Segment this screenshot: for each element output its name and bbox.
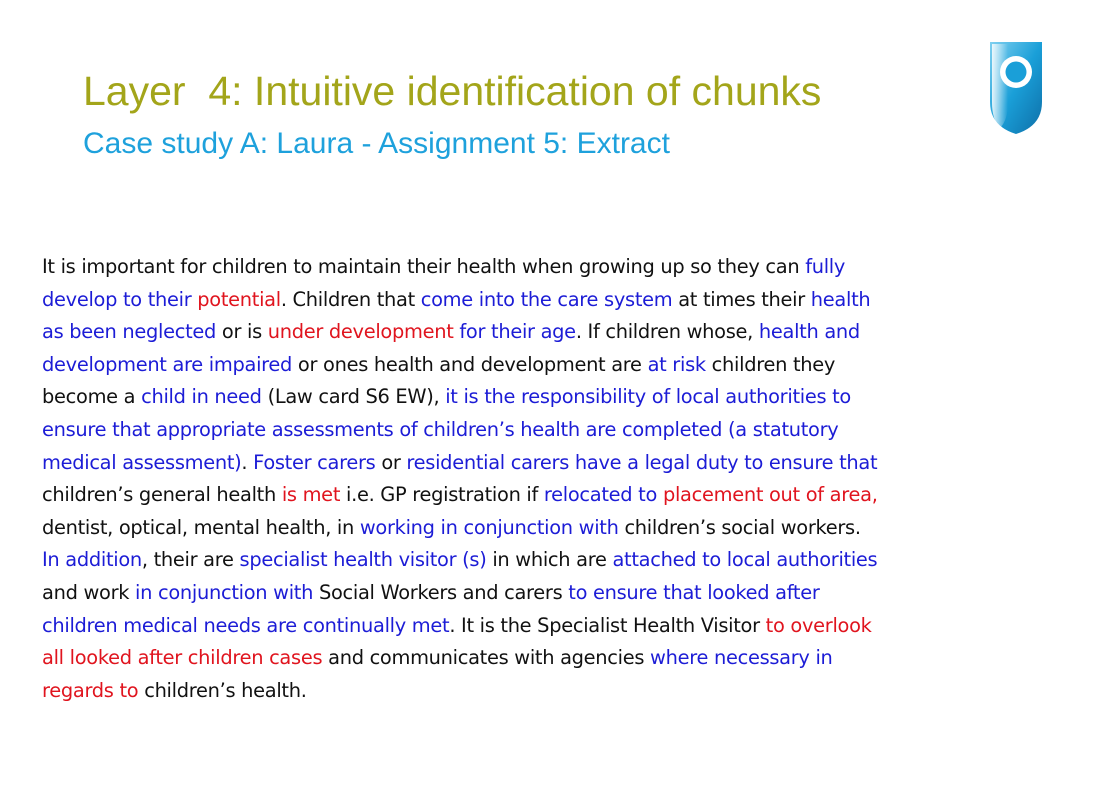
chunk-blue: working in conjunction with: [359, 515, 619, 539]
chunk-blue: health: [810, 287, 871, 311]
chunk-red: potential: [197, 287, 281, 311]
chunk-blue: attached to local authorities: [612, 548, 878, 572]
chunk-blue: it is the responsibility of local authorities to: [445, 385, 851, 409]
extract-line: [42, 642, 1042, 675]
plain-text: become a: [42, 385, 142, 409]
chunk-red: regards to: [42, 678, 139, 702]
plain-text: children’s general health: [42, 483, 282, 507]
extract-line: [42, 316, 1042, 349]
chunk-blue: Foster carers: [253, 450, 376, 474]
plain-text: or is: [216, 320, 268, 344]
chunk-blue: for their age: [459, 320, 576, 344]
slide-subtitle: Case study A: Laura - Assignment 5: Extract: [83, 127, 670, 160]
chunk-red: is met: [281, 483, 341, 507]
extract-line: [42, 675, 1042, 708]
extract-line: [42, 479, 1042, 512]
plain-text: dentist, optical, mental health, in: [42, 515, 360, 539]
plain-text: .: [241, 450, 254, 474]
open-university-shield-logo-icon: [988, 40, 1044, 136]
plain-text: in which are: [486, 548, 613, 572]
extract-line: [42, 512, 1042, 545]
chunk-blue: to ensure that looked after: [568, 580, 820, 604]
chunk-blue: specialist health visitor (s): [239, 548, 487, 572]
chunk-blue: medical assessment): [42, 450, 242, 474]
chunk-blue: in conjunction with: [135, 580, 314, 604]
plain-text: Social Workers and carers: [313, 580, 569, 604]
chunk-red: under development: [267, 320, 454, 344]
chunk-blue: where necessary in: [650, 646, 833, 670]
plain-text: children they: [705, 352, 836, 376]
plain-text: . It is the Specialist Health Visitor: [449, 613, 766, 637]
extract-line: [42, 251, 1042, 284]
plain-text: . Children that: [280, 287, 421, 311]
slide-title: Layer 4: Intuitive identification of chunks: [83, 68, 822, 114]
chunk-red: placement out of area,: [662, 483, 878, 507]
plain-text: i.e. GP registration if: [340, 483, 544, 507]
extract-line: [42, 284, 1042, 317]
chunk-red: to overlook: [765, 613, 872, 637]
chunk-blue: to their: [122, 287, 198, 311]
extract-line: [42, 414, 1042, 447]
plain-text: at times their: [672, 287, 811, 311]
chunk-blue: ensure that appropriate assessments of children’s health are completed (a statutory: [42, 417, 839, 441]
extract-line: [42, 447, 1042, 480]
plain-text: and work: [42, 580, 136, 604]
extract-line: [42, 381, 1042, 414]
chunk-blue: relocated to: [543, 483, 658, 507]
plain-text: or: [375, 450, 407, 474]
chunk-blue: In addition: [42, 548, 142, 572]
plain-text: or ones health and development are: [292, 352, 648, 376]
chunk-blue: health and: [758, 320, 860, 344]
plain-text: children’s health.: [138, 678, 307, 702]
plain-text: (Law card S6 EW),: [261, 385, 446, 409]
extract-line: [42, 577, 1042, 610]
chunk-blue: child in need: [141, 385, 262, 409]
plain-text: children’s social workers.: [618, 515, 861, 539]
plain-text: It is important for children to maintain their health when growing up so they can: [42, 255, 806, 278]
chunk-blue: as been neglected: [42, 320, 217, 344]
chunk-blue: come into the care system: [420, 287, 673, 311]
chunk-red: all looked after children cases: [42, 646, 323, 670]
extract-line: [42, 349, 1042, 382]
chunk-blue: fully: [805, 255, 846, 278]
chunk-blue: development are impaired: [42, 352, 293, 376]
extract-line: [42, 544, 1042, 577]
extract-line: [42, 610, 1042, 643]
case-study-extract: [42, 251, 1042, 707]
chunk-blue: residential carers have a legal duty to ensure that: [406, 450, 878, 474]
plain-text: . If children whose,: [575, 320, 759, 344]
plain-text: , their are: [141, 548, 240, 572]
chunk-blue: children medical needs are continually met: [42, 613, 450, 637]
plain-text: and communicates with agencies: [322, 646, 651, 670]
chunk-blue: at risk: [647, 352, 706, 376]
chunk-blue: develop: [42, 287, 118, 311]
